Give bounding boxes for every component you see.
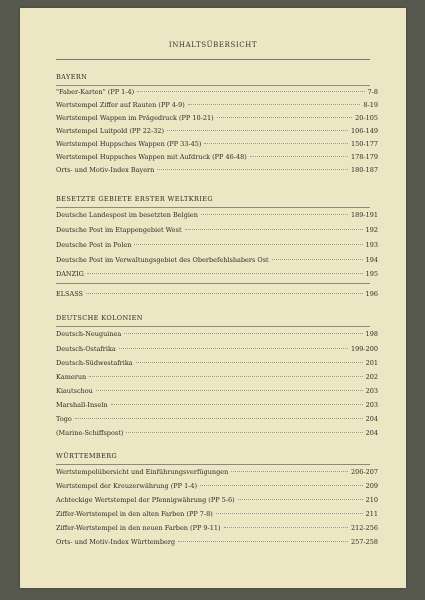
toc-entry: Deutsche Landespost im besetzten Belgien 189-191	[56, 211, 378, 219]
toc-entry: Marshall-Inseln 203	[56, 401, 378, 409]
toc-entry-elsass: ELSASS 196	[56, 290, 378, 298]
toc-entry: Kiautschou 203	[56, 387, 378, 395]
section-rule	[56, 464, 370, 465]
section-rule	[56, 207, 370, 208]
toc-entry: Wertstempel Huppsches Wappen (PP 33-45) 150-177	[56, 140, 378, 148]
toc-entry: Deutsch-Ostafrika 199-200	[56, 345, 378, 353]
toc-entry: Achteckige Wertstempel der Pfennigwährung (PP 5-6) 210	[56, 496, 378, 504]
toc-entry: Orts- und Motiv-Index Bayern 180-187	[56, 166, 378, 174]
toc-entry: Wertstempel Huppsches Wappen mit Aufdruck (PP 46-48) 178-179	[56, 153, 378, 161]
toc-entry: Deutsch-Südwestafrika 201	[56, 359, 378, 367]
section-rule	[56, 85, 370, 86]
toc-entry: Deutsch-Neuguinea 198	[56, 330, 378, 338]
section-title-bayern: BAYERN	[56, 73, 88, 81]
toc-entry: Deutsche Post in Polen 193	[56, 241, 378, 249]
toc-entry: Ziffer-Wertstempel in den alten Farben (PP 7-8) 211	[56, 510, 378, 518]
toc-entry: Wertstempelübersicht und Einführungsverfügungen 206-207	[56, 468, 378, 476]
toc-entry: Wertstempel der Kreuzerwährung (PP 1-4) 209	[56, 482, 378, 490]
toc-entry: Togo 204	[56, 415, 378, 423]
title-rule	[56, 59, 370, 60]
toc-entry: (Marine-Schiffspost) 204	[56, 429, 378, 437]
toc-entry: Ziffer-Wertstempel in den neuen Farben (PP 9-11) 212-256	[56, 524, 378, 532]
book-page	[20, 8, 406, 588]
section-rule	[56, 326, 370, 327]
section-rule	[56, 283, 370, 284]
toc-entry: Wertstempel Wappen im Prägedruck (PP 10-21) 20-105	[56, 114, 378, 122]
toc-entry: Wertstempel Ziffer auf Rauten (PP 4-9) 8-19	[56, 101, 378, 109]
toc-entry: "Faber-Karten" (PP 1-4) 7-8	[56, 88, 378, 96]
page-title: INHALTSÜBERSICHT	[168, 41, 258, 49]
toc-entry-danzig: DANZIG 195	[56, 270, 378, 278]
toc-entry: Orts- und Motiv-Index Württemberg 257-258	[56, 538, 378, 546]
toc-entry: Kamerun 202	[56, 373, 378, 381]
toc-entry: Wertstempel Luitpold (PP 22-32) 106-149	[56, 127, 378, 135]
section-title-wuerttemberg: WÜRTTEMBERG	[56, 452, 118, 460]
section-title-besetzte-gebiete: BESETZTE GEBIETE ERSTER WELTKRIEG	[56, 195, 214, 203]
toc-entry: Deutsche Post im Etappengebiet West 192	[56, 226, 378, 234]
toc-entry: Deutsche Post im Verwaltungsgebiet des Oberbefehlshabers Ost 194	[56, 256, 378, 264]
section-title-deutsche-kolonien: DEUTSCHE KOLONIEN	[56, 314, 143, 322]
